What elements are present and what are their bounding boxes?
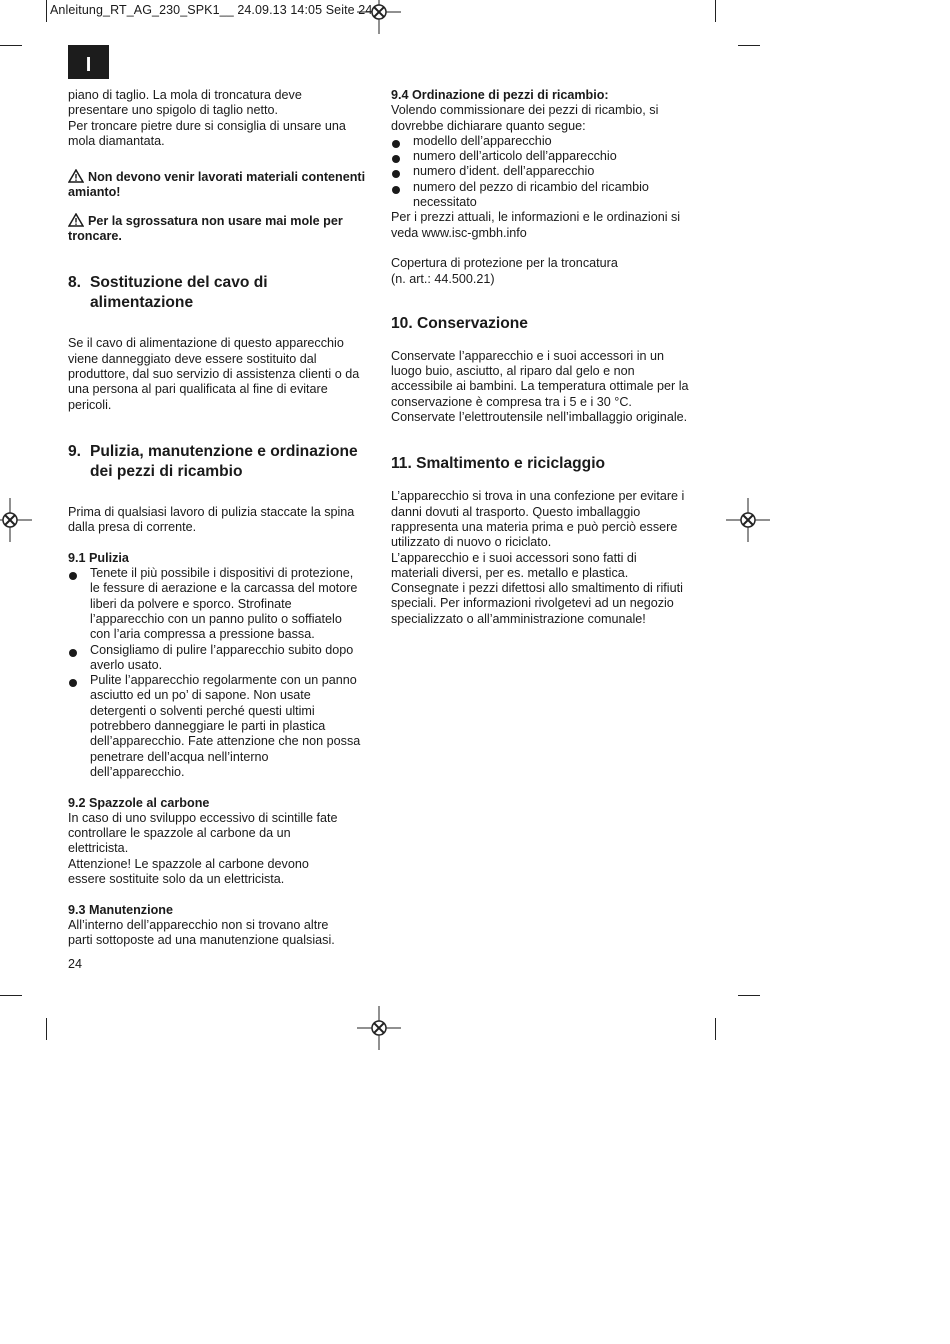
left-column bbox=[68, 88, 373, 948]
list-item: numero del pezzo di ricambio del ricambio necessitato bbox=[391, 180, 696, 211]
body-line: controllare le spazzole al carbone da un bbox=[68, 826, 291, 841]
body-line: Attenzione! Le spazzole al carbone devono bbox=[68, 856, 309, 871]
body-line: dovrebbe dichiarare quanto segue: bbox=[391, 118, 586, 133]
crop-mark bbox=[715, 1018, 716, 1040]
body-line: dalla presa di corrente. bbox=[68, 520, 197, 535]
spare-parts-list bbox=[391, 134, 696, 210]
registration-mark-icon bbox=[357, 1006, 401, 1050]
warning-triangle-icon bbox=[68, 213, 84, 227]
body-line: Copertura di protezione per la troncatura bbox=[391, 256, 618, 271]
body-line: materiali diversi, per es. metallo e plastica. bbox=[391, 565, 629, 580]
intro-line: mola diamantata. bbox=[68, 133, 165, 148]
body-line: veda www.isc-gmbh.info bbox=[391, 225, 527, 240]
section-10-heading: 10. Conservazione bbox=[391, 314, 528, 332]
list-item: numero d’ident. dell’apparecchio bbox=[391, 164, 696, 179]
body-line: Per i prezzi attuali, le informazioni e le ordinazioni si bbox=[391, 210, 681, 225]
body-line: Prima di qualsiasi lavoro di pulizia staccate la spina bbox=[68, 504, 355, 519]
body-line: L’apparecchio e i suoi accessori sono fatti di bbox=[391, 550, 637, 565]
language-tab: I bbox=[68, 45, 109, 79]
list-item: numero dell’articolo dell’apparecchio bbox=[391, 149, 696, 164]
crop-mark bbox=[0, 45, 22, 46]
body-line: All’interno dell’apparecchio non si trovano altre bbox=[68, 917, 329, 932]
warning-roughing bbox=[68, 213, 373, 245]
subsection-9-4-heading: 9.4 Ordinazione di pezzi di ricambio: bbox=[391, 88, 609, 102]
intro-line: presentare uno spigolo di taglio netto. bbox=[68, 103, 279, 118]
section-9-heading: 9. Pulizia, manutenzione e ordinazione dei pezzi di ricambio bbox=[68, 442, 358, 480]
body-line: luogo buio, asciutto, al riparo dal gelo e non bbox=[391, 364, 635, 379]
body-line: Consegnate i pezzi difettosi allo smaltimento di rifiuti bbox=[391, 581, 683, 596]
intro-line: Per troncare pietre dure si consiglia di unsare una bbox=[68, 118, 346, 133]
body-line: accessibile ai bambini. La temperatura ottimale per la bbox=[391, 379, 689, 394]
body-line: utilizzato di nuovo o riciclato. bbox=[391, 535, 552, 550]
body-line: (n. art.: 44.500.21) bbox=[391, 271, 495, 286]
intro-line: piano di taglio. La mola di troncatura deve bbox=[68, 88, 302, 102]
warning-asbestos bbox=[68, 169, 373, 201]
crop-mark bbox=[738, 45, 760, 46]
crop-mark bbox=[738, 995, 760, 996]
body-line: speciali. Per informazioni rivolgetevi ad un negozio bbox=[391, 596, 674, 611]
subsection-9-2-heading: 9.2 Spazzole al carbone bbox=[68, 795, 210, 810]
body-line: Volendo commissionare dei pezzi di ricambio, si bbox=[391, 103, 659, 118]
body-line: Conservate l’apparecchio e i suoi accessori in un bbox=[391, 348, 665, 363]
crop-mark bbox=[715, 0, 716, 22]
warning-triangle-icon bbox=[68, 169, 84, 183]
list-item: Tenete il più possibile i dispositivi di protezione, le fessure di aerazione e la carcassa del motore liberi da polvere e sporco. Strofinate l’apparecchio con un panno pulito o soffiatelo con l’aria compressa a pressione bassa. bbox=[68, 566, 373, 642]
registration-mark-icon bbox=[357, 0, 401, 34]
body-line: una persona al pari qualificata al fine di evitare bbox=[68, 382, 328, 397]
crop-mark bbox=[0, 995, 22, 996]
crop-mark bbox=[46, 1018, 47, 1040]
warning-text: Per la sgrossatura non usare mai mole per troncare. bbox=[68, 213, 343, 244]
registration-mark-icon bbox=[0, 498, 32, 542]
section-8-heading: 8. Sostituzione del cavo di alimentazione bbox=[68, 274, 268, 312]
body-line: elettricista. bbox=[68, 841, 129, 856]
body-line: conservazione è compresa tra i 5 e i 30 °C. bbox=[391, 394, 632, 409]
warning-text: Non devono venir lavorati materiali contenenti amianto! bbox=[68, 170, 366, 200]
body-line: parti sottoposte ad una manutenzione qualsiasi. bbox=[68, 933, 335, 948]
list-item: modello dell’apparecchio bbox=[391, 134, 696, 149]
body-line: specializzato o all’amministrazione comunale! bbox=[391, 611, 646, 626]
body-line: viene danneggiato deve essere sostituito dal bbox=[68, 351, 317, 366]
body-line: rappresenta una materia prima e può perciò essere bbox=[391, 519, 678, 534]
body-line: L’apparecchio si trova in una confezione per evitare i bbox=[391, 489, 685, 504]
subsection-9-1-heading: 9.1 Pulizia bbox=[68, 550, 129, 565]
right-column bbox=[391, 88, 696, 627]
cleaning-list bbox=[68, 566, 373, 780]
crop-mark bbox=[46, 0, 47, 22]
body-line: Se il cavo di alimentazione di questo apparecchio bbox=[68, 336, 344, 351]
body-line: produttore, dal suo servizio di assistenza clienti o da bbox=[68, 366, 360, 381]
body-line: Conservate l’elettroutensile nell’imballaggio originale. bbox=[391, 410, 688, 425]
list-item: Pulite l’apparecchio regolarmente con un panno asciutto ed un po’ di sapone. Non usate detergenti o solventi perché questi ultimi potrebbero danneggiare le parti in plastica dell’apparecchio. Fate attenzione che non possa penetrare dell’acqua nell’interno dell’apparecchio. bbox=[68, 673, 373, 780]
registration-mark-icon bbox=[726, 498, 770, 542]
page-number: 24 bbox=[68, 957, 83, 971]
body-line: pericoli. bbox=[68, 397, 112, 412]
list-item: Consigliamo di pulire l’apparecchio subito dopo averlo usato. bbox=[68, 643, 373, 674]
section-11-heading: 11. Smaltimento e riciclaggio bbox=[391, 455, 606, 473]
body-line: danni dovuti al trasporto. Questo imballaggio bbox=[391, 504, 641, 519]
print-slug: Anleitung_RT_AG_230_SPK1__ 24.09.13 14:05 Seite 24 bbox=[50, 3, 373, 17]
body-line: essere sostituite solo da un elettricista. bbox=[68, 871, 285, 886]
subsection-9-3-heading: 9.3 Manutenzione bbox=[68, 902, 173, 917]
body-line: In caso di uno sviluppo eccessivo di scintille fate bbox=[68, 810, 338, 825]
